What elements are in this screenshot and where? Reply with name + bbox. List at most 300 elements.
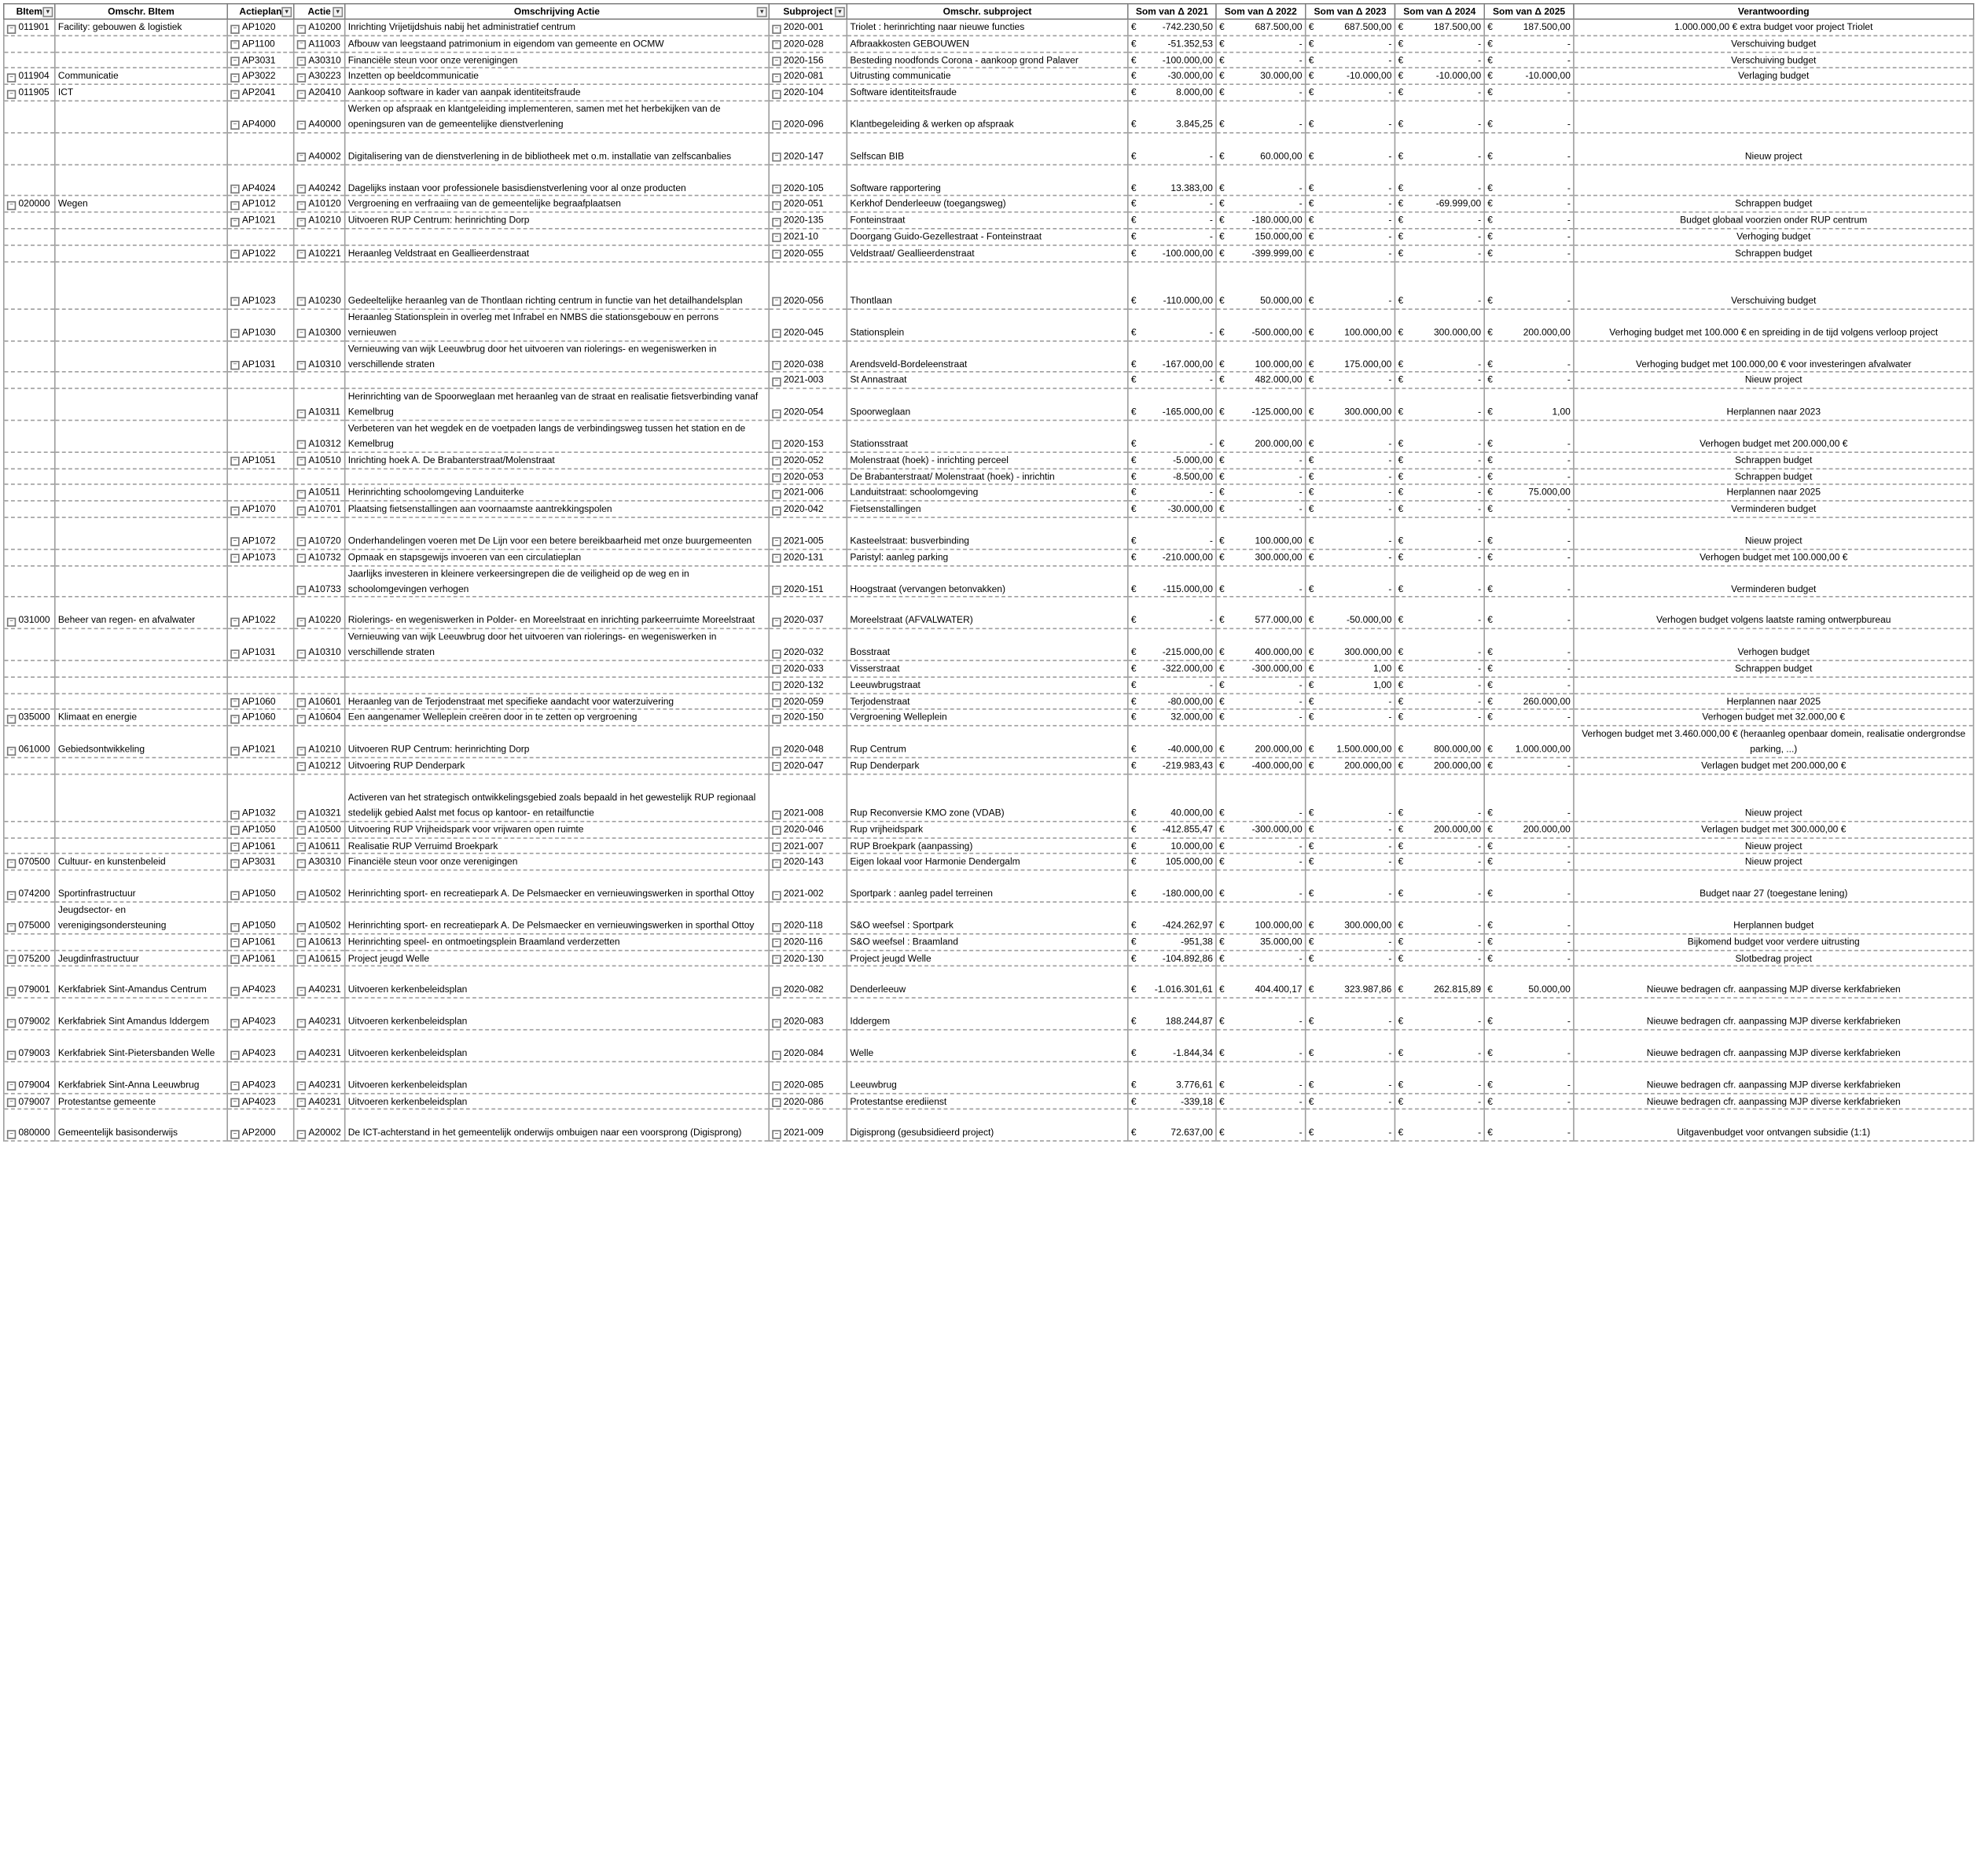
cell-actieplan[interactable] (227, 212, 294, 229)
cell-subproject[interactable] (769, 1093, 847, 1109)
collapse-toggle-icon[interactable]: − (772, 217, 781, 226)
cell-actie[interactable] (294, 452, 345, 469)
cell-bitem[interactable] (4, 196, 55, 212)
collapse-toggle-icon[interactable]: − (772, 715, 781, 723)
collapse-toggle-icon[interactable]: − (772, 361, 781, 370)
col-header-subproject[interactable]: Subproject ▾ (769, 4, 847, 20)
collapse-toggle-icon[interactable]: − (7, 859, 16, 868)
collapse-toggle-icon[interactable]: − (772, 1050, 781, 1059)
cell-subproject[interactable] (769, 822, 847, 838)
collapse-toggle-icon[interactable]: − (772, 538, 781, 546)
cell-bitem[interactable] (4, 1061, 55, 1093)
cell-subproject[interactable] (769, 757, 847, 774)
cell-actieplan[interactable] (227, 1030, 294, 1061)
cell-subproject[interactable] (769, 388, 847, 420)
collapse-toggle-icon[interactable]: − (230, 90, 239, 98)
cell-subproject[interactable] (769, 101, 847, 132)
cell-bitem[interactable] (4, 660, 55, 677)
collapse-toggle-icon[interactable]: − (297, 843, 306, 852)
collapse-toggle-icon[interactable]: − (297, 746, 306, 755)
cell-actie[interactable] (294, 837, 345, 854)
collapse-toggle-icon[interactable]: − (772, 939, 781, 947)
filter-dropdown-icon[interactable]: ▾ (42, 7, 53, 17)
collapse-toggle-icon[interactable]: − (772, 201, 781, 210)
cell-subproject[interactable] (769, 484, 847, 501)
cell-actie[interactable] (294, 420, 345, 451)
cell-actie[interactable] (294, 164, 345, 196)
collapse-toggle-icon[interactable]: − (772, 73, 781, 82)
cell-subproject[interactable] (769, 164, 847, 196)
collapse-toggle-icon[interactable]: − (772, 153, 781, 162)
collapse-toggle-icon[interactable]: − (230, 922, 239, 931)
cell-bitem[interactable] (4, 164, 55, 196)
cell-actieplan[interactable] (227, 822, 294, 838)
collapse-toggle-icon[interactable]: − (7, 987, 16, 995)
collapse-toggle-icon[interactable]: − (230, 185, 239, 193)
cell-subproject[interactable] (769, 854, 847, 870)
cell-subproject[interactable] (769, 709, 847, 726)
cell-bitem[interactable] (4, 420, 55, 451)
cell-bitem[interactable] (4, 52, 55, 68)
collapse-toggle-icon[interactable]: − (772, 955, 781, 964)
cell-bitem[interactable] (4, 388, 55, 420)
cell-subproject[interactable] (769, 597, 847, 628)
cell-actie[interactable] (294, 261, 345, 308)
collapse-toggle-icon[interactable]: − (230, 810, 239, 818)
collapse-toggle-icon[interactable]: − (230, 538, 239, 546)
cell-actie[interactable] (294, 549, 345, 565)
cell-actie[interactable] (294, 950, 345, 966)
collapse-toggle-icon[interactable]: − (297, 649, 306, 658)
cell-subproject[interactable] (769, 35, 847, 52)
cell-actieplan[interactable] (227, 196, 294, 212)
collapse-toggle-icon[interactable]: − (772, 490, 781, 498)
cell-bitem[interactable] (4, 726, 55, 757)
cell-actieplan[interactable] (227, 757, 294, 774)
collapse-toggle-icon[interactable]: − (772, 843, 781, 852)
collapse-toggle-icon[interactable]: − (297, 810, 306, 818)
filter-dropdown-icon[interactable]: ▾ (333, 7, 343, 17)
collapse-toggle-icon[interactable]: − (772, 859, 781, 868)
collapse-toggle-icon[interactable]: − (230, 746, 239, 755)
cell-actie[interactable] (294, 245, 345, 262)
collapse-toggle-icon[interactable]: − (230, 649, 239, 658)
collapse-toggle-icon[interactable]: − (772, 409, 781, 418)
cell-actie[interactable] (294, 133, 345, 164)
collapse-toggle-icon[interactable]: − (230, 250, 239, 259)
cell-subproject[interactable] (769, 261, 847, 308)
cell-actieplan[interactable] (227, 1093, 294, 1109)
col-header-actieplan[interactable]: Actieplan ▾ (227, 4, 294, 20)
collapse-toggle-icon[interactable]: − (772, 987, 781, 995)
collapse-toggle-icon[interactable]: − (297, 1130, 306, 1138)
cell-actieplan[interactable] (227, 101, 294, 132)
cell-bitem[interactable] (4, 68, 55, 85)
collapse-toggle-icon[interactable]: − (297, 409, 306, 418)
collapse-toggle-icon[interactable]: − (297, 1018, 306, 1027)
collapse-toggle-icon[interactable]: − (230, 457, 239, 465)
cell-subproject[interactable] (769, 934, 847, 951)
cell-subproject[interactable] (769, 677, 847, 693)
collapse-toggle-icon[interactable]: − (297, 698, 306, 707)
cell-actieplan[interactable] (227, 660, 294, 677)
collapse-toggle-icon[interactable]: − (230, 698, 239, 707)
collapse-toggle-icon[interactable]: − (297, 617, 306, 626)
collapse-toggle-icon[interactable]: − (230, 939, 239, 947)
collapse-toggle-icon[interactable]: − (772, 329, 781, 338)
cell-actieplan[interactable] (227, 597, 294, 628)
cell-bitem[interactable] (4, 101, 55, 132)
cell-actie[interactable] (294, 629, 345, 660)
cell-subproject[interactable] (769, 726, 847, 757)
collapse-toggle-icon[interactable]: − (772, 698, 781, 707)
collapse-toggle-icon[interactable]: − (230, 41, 239, 50)
cell-actieplan[interactable] (227, 774, 294, 821)
cell-subproject[interactable] (769, 133, 847, 164)
cell-bitem[interactable] (4, 19, 55, 35)
collapse-toggle-icon[interactable]: − (230, 891, 239, 899)
cell-subproject[interactable] (769, 52, 847, 68)
cell-actie[interactable] (294, 565, 345, 597)
cell-bitem[interactable] (4, 774, 55, 821)
collapse-toggle-icon[interactable]: − (772, 234, 781, 242)
cell-bitem[interactable] (4, 709, 55, 726)
collapse-toggle-icon[interactable]: − (297, 538, 306, 546)
cell-actie[interactable] (294, 229, 345, 245)
collapse-toggle-icon[interactable]: − (297, 1098, 306, 1107)
cell-subproject[interactable] (769, 998, 847, 1029)
collapse-toggle-icon[interactable]: − (230, 24, 239, 33)
col-header-bitem[interactable]: BItem ▾ (4, 4, 55, 20)
collapse-toggle-icon[interactable]: − (297, 440, 306, 449)
collapse-toggle-icon[interactable]: − (772, 922, 781, 931)
filter-dropdown-icon[interactable]: ▾ (835, 7, 845, 17)
collapse-toggle-icon[interactable]: − (297, 939, 306, 947)
cell-actieplan[interactable] (227, 1109, 294, 1141)
collapse-toggle-icon[interactable]: − (772, 250, 781, 259)
collapse-toggle-icon[interactable]: − (230, 361, 239, 370)
cell-bitem[interactable] (4, 950, 55, 966)
cell-actie[interactable] (294, 1030, 345, 1061)
collapse-toggle-icon[interactable]: − (297, 361, 306, 370)
collapse-toggle-icon[interactable]: − (772, 440, 781, 449)
cell-actie[interactable] (294, 309, 345, 340)
cell-bitem[interactable] (4, 870, 55, 902)
collapse-toggle-icon[interactable]: − (297, 763, 306, 771)
cell-bitem[interactable] (4, 1030, 55, 1061)
cell-actie[interactable] (294, 19, 345, 35)
collapse-toggle-icon[interactable]: − (297, 1050, 306, 1059)
cell-actie[interactable] (294, 774, 345, 821)
cell-actieplan[interactable] (227, 309, 294, 340)
cell-subproject[interactable] (769, 501, 847, 517)
cell-actieplan[interactable] (227, 245, 294, 262)
cell-actieplan[interactable] (227, 629, 294, 660)
cell-bitem[interactable] (4, 245, 55, 262)
collapse-toggle-icon[interactable]: − (7, 1018, 16, 1027)
cell-actieplan[interactable] (227, 517, 294, 549)
collapse-toggle-icon[interactable]: − (772, 891, 781, 899)
collapse-toggle-icon[interactable]: − (7, 201, 16, 210)
cell-bitem[interactable] (4, 565, 55, 597)
cell-actie[interactable] (294, 870, 345, 902)
collapse-toggle-icon[interactable]: − (7, 617, 16, 626)
collapse-toggle-icon[interactable]: − (230, 506, 239, 515)
collapse-toggle-icon[interactable]: − (7, 90, 16, 98)
collapse-toggle-icon[interactable]: − (772, 90, 781, 98)
collapse-toggle-icon[interactable]: − (230, 617, 239, 626)
collapse-toggle-icon[interactable]: − (230, 1130, 239, 1138)
collapse-toggle-icon[interactable]: − (297, 57, 306, 65)
cell-bitem[interactable] (4, 84, 55, 101)
col-header-actie[interactable]: Actie ▾ (294, 4, 345, 20)
cell-subproject[interactable] (769, 452, 847, 469)
cell-subproject[interactable] (769, 1030, 847, 1061)
collapse-toggle-icon[interactable]: − (7, 891, 16, 899)
collapse-toggle-icon[interactable]: − (230, 955, 239, 964)
collapse-toggle-icon[interactable]: − (230, 329, 239, 338)
cell-subproject[interactable] (769, 372, 847, 388)
cell-bitem[interactable] (4, 629, 55, 660)
cell-actie[interactable] (294, 1109, 345, 1141)
cell-subproject[interactable] (769, 469, 847, 485)
cell-actie[interactable] (294, 484, 345, 501)
collapse-toggle-icon[interactable]: − (297, 90, 306, 98)
cell-actie[interactable] (294, 84, 345, 101)
cell-bitem[interactable] (4, 1093, 55, 1109)
cell-bitem[interactable] (4, 822, 55, 838)
collapse-toggle-icon[interactable]: − (772, 297, 781, 306)
cell-bitem[interactable] (4, 757, 55, 774)
collapse-toggle-icon[interactable]: − (772, 506, 781, 515)
cell-subproject[interactable] (769, 837, 847, 854)
cell-actie[interactable] (294, 388, 345, 420)
cell-actieplan[interactable] (227, 837, 294, 854)
cell-actie[interactable] (294, 966, 345, 998)
cell-bitem[interactable] (4, 484, 55, 501)
collapse-toggle-icon[interactable]: − (772, 617, 781, 626)
collapse-toggle-icon[interactable]: − (772, 746, 781, 755)
collapse-toggle-icon[interactable]: − (297, 922, 306, 931)
cell-subproject[interactable] (769, 902, 847, 933)
cell-bitem[interactable] (4, 597, 55, 628)
collapse-toggle-icon[interactable]: − (772, 665, 781, 674)
cell-bitem[interactable] (4, 902, 55, 933)
collapse-toggle-icon[interactable]: − (230, 297, 239, 306)
collapse-toggle-icon[interactable]: − (297, 859, 306, 868)
cell-subproject[interactable] (769, 660, 847, 677)
cell-actieplan[interactable] (227, 501, 294, 517)
collapse-toggle-icon[interactable]: − (772, 586, 781, 594)
cell-actieplan[interactable] (227, 484, 294, 501)
cell-actieplan[interactable] (227, 261, 294, 308)
cell-actie[interactable] (294, 340, 345, 372)
collapse-toggle-icon[interactable]: − (230, 1082, 239, 1091)
cell-actieplan[interactable] (227, 229, 294, 245)
collapse-toggle-icon[interactable]: − (297, 24, 306, 33)
collapse-toggle-icon[interactable]: − (297, 457, 306, 465)
collapse-toggle-icon[interactable]: − (7, 746, 16, 755)
collapse-toggle-icon[interactable]: − (772, 649, 781, 658)
cell-subproject[interactable] (769, 420, 847, 451)
cell-bitem[interactable] (4, 501, 55, 517)
collapse-toggle-icon[interactable]: − (772, 377, 781, 386)
collapse-toggle-icon[interactable]: − (772, 185, 781, 193)
cell-actieplan[interactable] (227, 934, 294, 951)
cell-subproject[interactable] (769, 309, 847, 340)
collapse-toggle-icon[interactable]: − (297, 217, 306, 226)
cell-actie[interactable] (294, 372, 345, 388)
collapse-toggle-icon[interactable]: − (7, 1050, 16, 1059)
cell-actie[interactable] (294, 1061, 345, 1093)
collapse-toggle-icon[interactable]: − (230, 201, 239, 210)
cell-subproject[interactable] (769, 950, 847, 966)
cell-actieplan[interactable] (227, 677, 294, 693)
cell-subproject[interactable] (769, 629, 847, 660)
collapse-toggle-icon[interactable]: − (7, 715, 16, 723)
cell-actie[interactable] (294, 196, 345, 212)
cell-actieplan[interactable] (227, 709, 294, 726)
cell-actieplan[interactable] (227, 726, 294, 757)
collapse-toggle-icon[interactable]: − (230, 843, 239, 852)
cell-subproject[interactable] (769, 774, 847, 821)
collapse-toggle-icon[interactable]: − (230, 554, 239, 563)
collapse-toggle-icon[interactable]: − (7, 955, 16, 964)
collapse-toggle-icon[interactable]: − (230, 987, 239, 995)
collapse-toggle-icon[interactable]: − (7, 73, 16, 82)
collapse-toggle-icon[interactable]: − (297, 185, 306, 193)
cell-subproject[interactable] (769, 1109, 847, 1141)
collapse-toggle-icon[interactable]: − (772, 1130, 781, 1138)
cell-subproject[interactable] (769, 1061, 847, 1093)
collapse-toggle-icon[interactable]: − (7, 1098, 16, 1107)
cell-actieplan[interactable] (227, 854, 294, 870)
collapse-toggle-icon[interactable]: − (230, 57, 239, 65)
cell-bitem[interactable] (4, 35, 55, 52)
cell-actie[interactable] (294, 822, 345, 838)
cell-actieplan[interactable] (227, 420, 294, 451)
collapse-toggle-icon[interactable]: − (297, 506, 306, 515)
cell-subproject[interactable] (769, 245, 847, 262)
collapse-toggle-icon[interactable]: − (230, 121, 239, 130)
cell-actieplan[interactable] (227, 372, 294, 388)
cell-actieplan[interactable] (227, 549, 294, 565)
cell-actieplan[interactable] (227, 998, 294, 1029)
cell-actie[interactable] (294, 726, 345, 757)
collapse-toggle-icon[interactable]: − (772, 121, 781, 130)
cell-actieplan[interactable] (227, 388, 294, 420)
collapse-toggle-icon[interactable]: − (772, 1098, 781, 1107)
cell-actie[interactable] (294, 101, 345, 132)
cell-actieplan[interactable] (227, 133, 294, 164)
cell-bitem[interactable] (4, 229, 55, 245)
cell-bitem[interactable] (4, 340, 55, 372)
collapse-toggle-icon[interactable]: − (297, 121, 306, 130)
cell-actie[interactable] (294, 35, 345, 52)
cell-actieplan[interactable] (227, 902, 294, 933)
collapse-toggle-icon[interactable]: − (772, 810, 781, 818)
cell-bitem[interactable] (4, 452, 55, 469)
cell-actieplan[interactable] (227, 84, 294, 101)
collapse-toggle-icon[interactable]: − (772, 1082, 781, 1091)
collapse-toggle-icon[interactable]: − (297, 329, 306, 338)
cell-bitem[interactable] (4, 693, 55, 710)
cell-actieplan[interactable] (227, 469, 294, 485)
cell-subproject[interactable] (769, 68, 847, 85)
cell-subproject[interactable] (769, 966, 847, 998)
collapse-toggle-icon[interactable]: − (772, 24, 781, 33)
collapse-toggle-icon[interactable]: − (297, 41, 306, 50)
collapse-toggle-icon[interactable]: − (297, 987, 306, 995)
cell-actieplan[interactable] (227, 966, 294, 998)
collapse-toggle-icon[interactable]: − (7, 1130, 16, 1138)
collapse-toggle-icon[interactable]: − (230, 73, 239, 82)
filter-dropdown-icon[interactable]: ▾ (757, 7, 767, 17)
cell-bitem[interactable] (4, 261, 55, 308)
cell-subproject[interactable] (769, 549, 847, 565)
collapse-toggle-icon[interactable]: − (772, 1018, 781, 1027)
collapse-toggle-icon[interactable]: − (772, 457, 781, 465)
collapse-toggle-icon[interactable]: − (230, 826, 239, 835)
cell-actie[interactable] (294, 709, 345, 726)
cell-actie[interactable] (294, 1093, 345, 1109)
cell-actie[interactable] (294, 934, 345, 951)
cell-actie[interactable] (294, 517, 345, 549)
cell-subproject[interactable] (769, 212, 847, 229)
cell-actie[interactable] (294, 501, 345, 517)
collapse-toggle-icon[interactable]: − (230, 217, 239, 226)
cell-bitem[interactable] (4, 1109, 55, 1141)
cell-subproject[interactable] (769, 196, 847, 212)
collapse-toggle-icon[interactable]: − (230, 859, 239, 868)
cell-actieplan[interactable] (227, 870, 294, 902)
cell-subproject[interactable] (769, 693, 847, 710)
filter-dropdown-icon[interactable]: ▾ (281, 7, 292, 17)
collapse-toggle-icon[interactable]: − (230, 1018, 239, 1027)
collapse-toggle-icon[interactable]: − (772, 57, 781, 65)
cell-subproject[interactable] (769, 565, 847, 597)
cell-actieplan[interactable] (227, 950, 294, 966)
cell-actie[interactable] (294, 212, 345, 229)
cell-subproject[interactable] (769, 870, 847, 902)
cell-bitem[interactable] (4, 837, 55, 854)
cell-bitem[interactable] (4, 854, 55, 870)
cell-bitem[interactable] (4, 309, 55, 340)
collapse-toggle-icon[interactable]: − (7, 24, 16, 33)
cell-bitem[interactable] (4, 934, 55, 951)
cell-bitem[interactable] (4, 372, 55, 388)
collapse-toggle-icon[interactable]: − (772, 554, 781, 563)
cell-subproject[interactable] (769, 340, 847, 372)
collapse-toggle-icon[interactable]: − (297, 955, 306, 964)
cell-actie[interactable] (294, 854, 345, 870)
cell-actieplan[interactable] (227, 164, 294, 196)
cell-actie[interactable] (294, 52, 345, 68)
collapse-toggle-icon[interactable]: − (7, 1082, 16, 1091)
col-header-actie-desc[interactable]: Omschrijving Actie ▾ (345, 4, 770, 20)
cell-actieplan[interactable] (227, 452, 294, 469)
collapse-toggle-icon[interactable]: − (297, 201, 306, 210)
cell-subproject[interactable] (769, 19, 847, 35)
cell-actie[interactable] (294, 469, 345, 485)
collapse-toggle-icon[interactable]: − (297, 891, 306, 899)
collapse-toggle-icon[interactable]: − (297, 490, 306, 498)
cell-actieplan[interactable] (227, 52, 294, 68)
collapse-toggle-icon[interactable]: − (297, 715, 306, 723)
cell-actie[interactable] (294, 597, 345, 628)
collapse-toggle-icon[interactable]: − (297, 826, 306, 835)
collapse-toggle-icon[interactable]: − (772, 763, 781, 771)
